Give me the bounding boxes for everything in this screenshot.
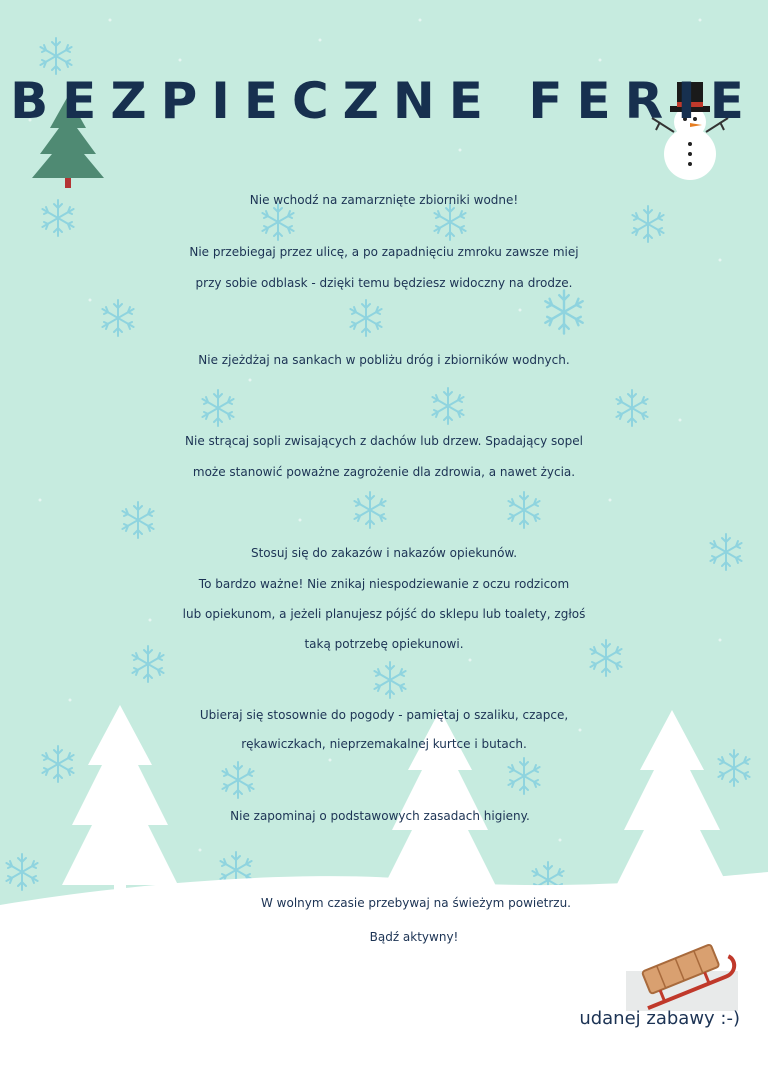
rule-line: To bardzo ważne! Nie znikaj niespodziewanie z oczu rodzicom: [198, 577, 570, 591]
rule-line: taką potrzebę opiekunowi.: [304, 637, 464, 651]
rule-line: Bądź aktywny!: [369, 930, 459, 944]
rule-line: może stanowić poważne zagrożenie dla zdrowia, a nawet życia.: [192, 465, 576, 479]
rule-line: Nie zjeżdżaj na sankach w pobliżu dróg i zbiorników wodnych.: [198, 353, 570, 367]
closing-text: udanej zabawy :-): [579, 1008, 740, 1029]
rule-line: Ubieraj się stosownie do pogody - pamiętaj o szaliku, czapce,: [199, 708, 569, 722]
rule-line: lub opiekunom, a jeżeli planujesz pójść do sklepu lub toalety, zgłoś: [182, 607, 586, 621]
rule-line: Nie strącaj sopli zwisających z dachów lub drzew. Spadający sopel: [185, 434, 583, 448]
rule-line: Nie wchodź na zamarznięte zbiorniki wodne!: [249, 193, 519, 207]
rule-line: W wolnym czasie przebywaj na świeżym powietrzu.: [261, 896, 571, 910]
rule-line: Nie przebiegaj przez ulicę, a po zapadnięciu zmroku zawsze miej: [189, 245, 579, 259]
rule-line: przy sobie odblask - dzięki temu będziesz widoczny na drodze.: [195, 276, 573, 290]
rule-line: Stosuj się do zakazów i nakazów opiekunów.: [250, 546, 518, 560]
rule-line: Nie zapominaj o podstawowych zasadach higieny.: [230, 809, 530, 823]
page-title: BEZPIECZNE FERIE: [10, 72, 758, 130]
rule-line: rękawiczkach, nieprzemakalnej kurtce i butach.: [241, 737, 527, 751]
